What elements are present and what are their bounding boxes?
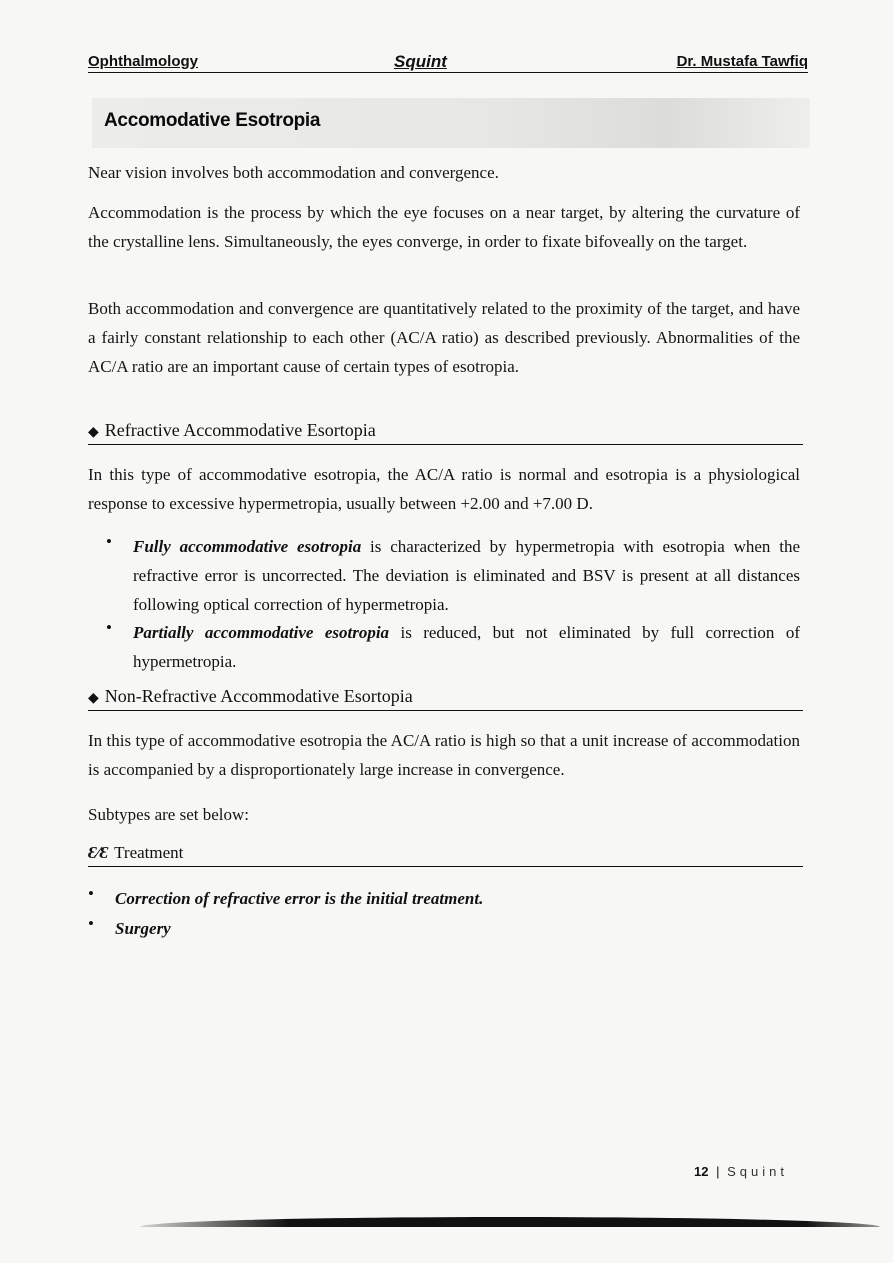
bullet-icon: • [106,532,112,551]
title-band [92,98,810,148]
nonrefractive-paragraph: In this type of accommodative esotropia the AC/A ratio is high so that a unit increase of accommodation is accompanied by a disproportionately large increase in convergence. [88,731,800,779]
list-item [88,914,782,943]
section-heading-nonrefractive [88,686,803,711]
footer-separator: | [716,1164,720,1179]
treatment-symbol-icon: Ɛ∕Ɛ [88,843,109,862]
bullet-icon: • [106,618,112,637]
header-subject: Ophthalmology [88,53,198,70]
page-footer [694,1164,788,1179]
section-heading-text: Treatment [114,843,184,862]
footer-label: Squint [727,1164,788,1179]
diamond-icon: ◆ [88,691,99,706]
intro-paragraph-1: Near vision involves both accommodation and convergence. [88,163,499,182]
running-header [88,46,808,73]
intro-paragraph-2: Accommodation is the process by which the eye focuses on a near target, by altering the curvature of the crystalline lens. Simultaneously, the eyes converge, in order to fixate bifoveally on the target. [88,203,800,251]
bullet-icon: • [88,884,94,903]
list-item [106,532,800,619]
scan-edge-shadow [140,1217,880,1227]
bullet-icon: • [88,914,94,933]
section-heading-refractive [88,420,803,445]
section-heading-text: Refractive Accommodative Esortopia [104,420,376,440]
page-number: 12 [694,1164,709,1179]
term-description: is characterized by hypermetropia with esotropia when the refractive error is uncorrected. The deviation is eliminated and BSV is present at all distances following optical correction of hypermetropia. [133,537,800,614]
term-partially-accommodative: Partially accommodative esotropia [133,623,390,642]
intro-paragraph-3: Both accommodation and convergence are quantitatively related to the proximity of the target, and have a fairly constant relationship to each other (AC/A ratio) as described previously. Abnormalities of the AC/A ratio are an important cause of certain types of esotropia. [88,299,800,376]
treatment-item: Correction of refractive error is the initial treatment. [115,889,484,908]
term-fully-accommodative: Fully accommodative esotropia [133,537,362,556]
list-item [106,618,800,676]
section-heading-text: Non-Refractive Accommodative Esortopia [104,686,413,706]
subtypes-line: Subtypes are set below: [88,805,249,824]
page-title: Accomodative Esotropia [104,110,321,131]
term-description: is reduced, but not eliminated by full correction of hypermetropia. [133,623,800,671]
treatment-item: Surgery [115,919,171,938]
section-heading-treatment [88,843,803,867]
diamond-icon: ◆ [88,425,99,440]
list-item [88,884,782,913]
header-author: Dr. Mustafa Tawfiq [676,53,808,70]
header-chapter: Squint [394,52,447,71]
refractive-paragraph: In this type of accommodative esotropia, the AC/A ratio is normal and esotropia is a physiological response to excessive hypermetropia, usually between +2.00 and +7.00 D. [88,465,800,513]
